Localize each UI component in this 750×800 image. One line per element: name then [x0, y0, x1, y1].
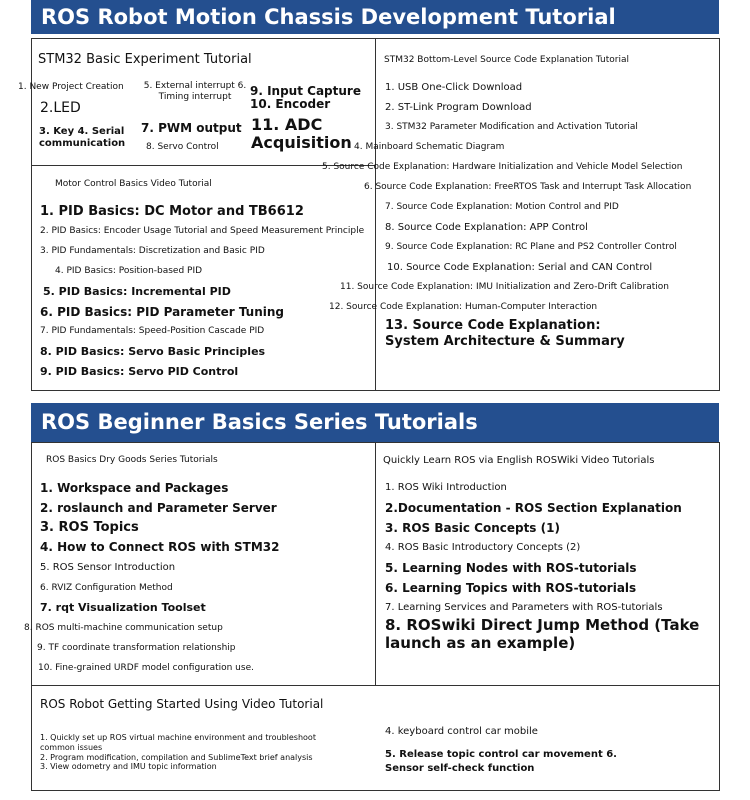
source-item-10: 10. Source Code Explanation: Serial and CAN Control — [387, 262, 653, 273]
getting-item-3: 3. View odometry and IMU topic information — [40, 762, 217, 771]
basic-experiment-title: STM32 Basic Experiment Tutorial — [38, 52, 252, 67]
motor-item-2: 2. PID Basics: Encoder Usage Tutorial and Speed Measurement Principle — [40, 226, 365, 236]
roswiki-item-5: 5. Learning Nodes with ROS-tutorials — [385, 561, 637, 575]
dry-item-7: 7. rqt Visualization Toolset — [40, 601, 206, 614]
basic-item-1: 1. New Project Creation — [18, 82, 124, 92]
source-item-13-continued: System Architecture & Summary — [385, 334, 625, 349]
roswiki-item-3: 3. ROS Basic Concepts (1) — [385, 521, 560, 535]
roswiki-item-7: 7. Learning Services and Parameters with ROS-tutorials — [385, 602, 663, 613]
getting-item-4: 4. keyboard control car mobile — [385, 726, 538, 737]
source-item-8: 8. Source Code Explanation: APP Control — [385, 222, 588, 233]
source-item-2: 2. ST-Link Program Download — [385, 102, 532, 113]
source-item-12: 12. Source Code Explanation: Human-Computer Interaction — [329, 302, 598, 312]
ros-section-banner — [31, 403, 719, 442]
basic-item-8: 8. Servo Control — [146, 142, 219, 152]
motor-control-title: Motor Control Basics Video Tutorial — [55, 179, 212, 189]
motor-item-7: 7. PID Fundamentals: Speed-Position Cascade PID — [40, 326, 265, 336]
source-item-11: 11. Source Code Explanation: IMU Initialization and Zero-Drift Calibration — [340, 282, 669, 292]
motor-item-1: 1. PID Basics: DC Motor and TB6612 — [40, 204, 304, 219]
getting-item-2: 2. Program modification, compilation and SublimeText brief analysis — [40, 753, 313, 762]
roswiki-title: Quickly Learn ROS via English ROSWiki Video Tutorials — [383, 455, 655, 466]
stm32-section-title: ROS Robot Motion Chassis Development Tutorial — [41, 5, 616, 29]
basic-item-5: 5. External interrupt 6. Timing interrupt — [143, 81, 247, 102]
dry-item-1: 1. Workspace and Packages — [40, 481, 229, 495]
dry-item-9: 9. TF coordinate transformation relationship — [37, 643, 236, 653]
getting-item-1: 1. Quickly set up ROS virtual machine environment and troubleshoot common issues — [40, 733, 316, 752]
basic-item-7: 7. PWM output — [141, 121, 242, 135]
dry-item-8: 8. ROS multi-machine communication setup — [24, 623, 223, 633]
basic-item-2: 2.LED — [40, 100, 81, 116]
motor-item-8: 8. PID Basics: Servo Basic Principles — [40, 345, 266, 358]
roswiki-item-1: 1. ROS Wiki Introduction — [385, 482, 507, 493]
roswiki-item-6: 6. Learning Topics with ROS-tutorials — [385, 581, 637, 595]
dry-goods-title: ROS Basics Dry Goods Series Tutorials — [46, 455, 218, 465]
source-item-6: 6. Source Code Explanation: FreeRTOS Task and Interrupt Task Allocation — [364, 182, 692, 192]
getting-started-title: ROS Robot Getting Started Using Video Tutorial — [40, 697, 324, 711]
source-item-1: 1. USB One-Click Download — [385, 82, 523, 93]
motor-item-5: 5. PID Basics: Incremental PID — [43, 285, 231, 298]
stm32-section-banner — [31, 0, 719, 34]
source-item-13: 13. Source Code Explanation: — [385, 318, 601, 333]
motor-item-4: 4. PID Basics: Position-based PID — [55, 266, 203, 276]
basic-item-9: 9. Input Capture — [250, 84, 361, 98]
roswiki-item-8: 8. ROSwiki Direct Jump Method (Take launch as an example) — [385, 616, 700, 652]
source-item-4: 4. Mainboard Schematic Diagram — [354, 142, 505, 152]
stm32-divider-vertical — [375, 38, 376, 391]
ros-section-title: ROS Beginner Basics Series Tutorials — [41, 410, 478, 434]
basic-item-10: 10. Encoder — [250, 97, 331, 111]
source-code-title: STM32 Bottom-Level Source Code Explanation Tutorial — [384, 55, 629, 65]
source-item-3: 3. STM32 Parameter Modification and Activation Tutorial — [385, 122, 638, 132]
roswiki-item-4: 4. ROS Basic Introductory Concepts (2) — [385, 542, 581, 553]
ros-divider-horizontal — [31, 685, 720, 686]
motor-item-3: 3. PID Fundamentals: Discretization and Basic PID — [40, 246, 265, 256]
dry-item-2: 2. roslaunch and Parameter Server — [40, 501, 277, 515]
ros-divider-vertical — [375, 442, 376, 685]
basic-item-11: 11. ADC Acquisition — [251, 115, 352, 152]
dry-item-10: 10. Fine-grained URDF model configuration use. — [38, 663, 254, 673]
dry-item-6: 6. RVIZ Configuration Method — [40, 583, 173, 593]
roswiki-item-2: 2.Documentation - ROS Section Explanation — [385, 501, 682, 515]
source-item-5: 5. Source Code Explanation: Hardware Initialization and Vehicle Model Selection — [322, 162, 683, 172]
source-item-9: 9. Source Code Explanation: RC Plane and PS2 Controller Control — [385, 242, 677, 252]
motor-item-9: 9. PID Basics: Servo PID Control — [40, 365, 239, 378]
dry-item-3: 3. ROS Topics — [40, 520, 139, 535]
getting-item-5: 5. Release topic control car movement 6. Sensor self-check function — [385, 749, 617, 774]
source-item-7: 7. Source Code Explanation: Motion Control and PID — [385, 202, 619, 212]
basic-item-3: 3. Key 4. Serial communication — [39, 126, 126, 149]
dry-item-4: 4. How to Connect ROS with STM32 — [40, 540, 280, 554]
dry-item-5: 5. ROS Sensor Introduction — [40, 562, 176, 573]
motor-item-6: 6. PID Basics: PID Parameter Tuning — [40, 305, 285, 319]
